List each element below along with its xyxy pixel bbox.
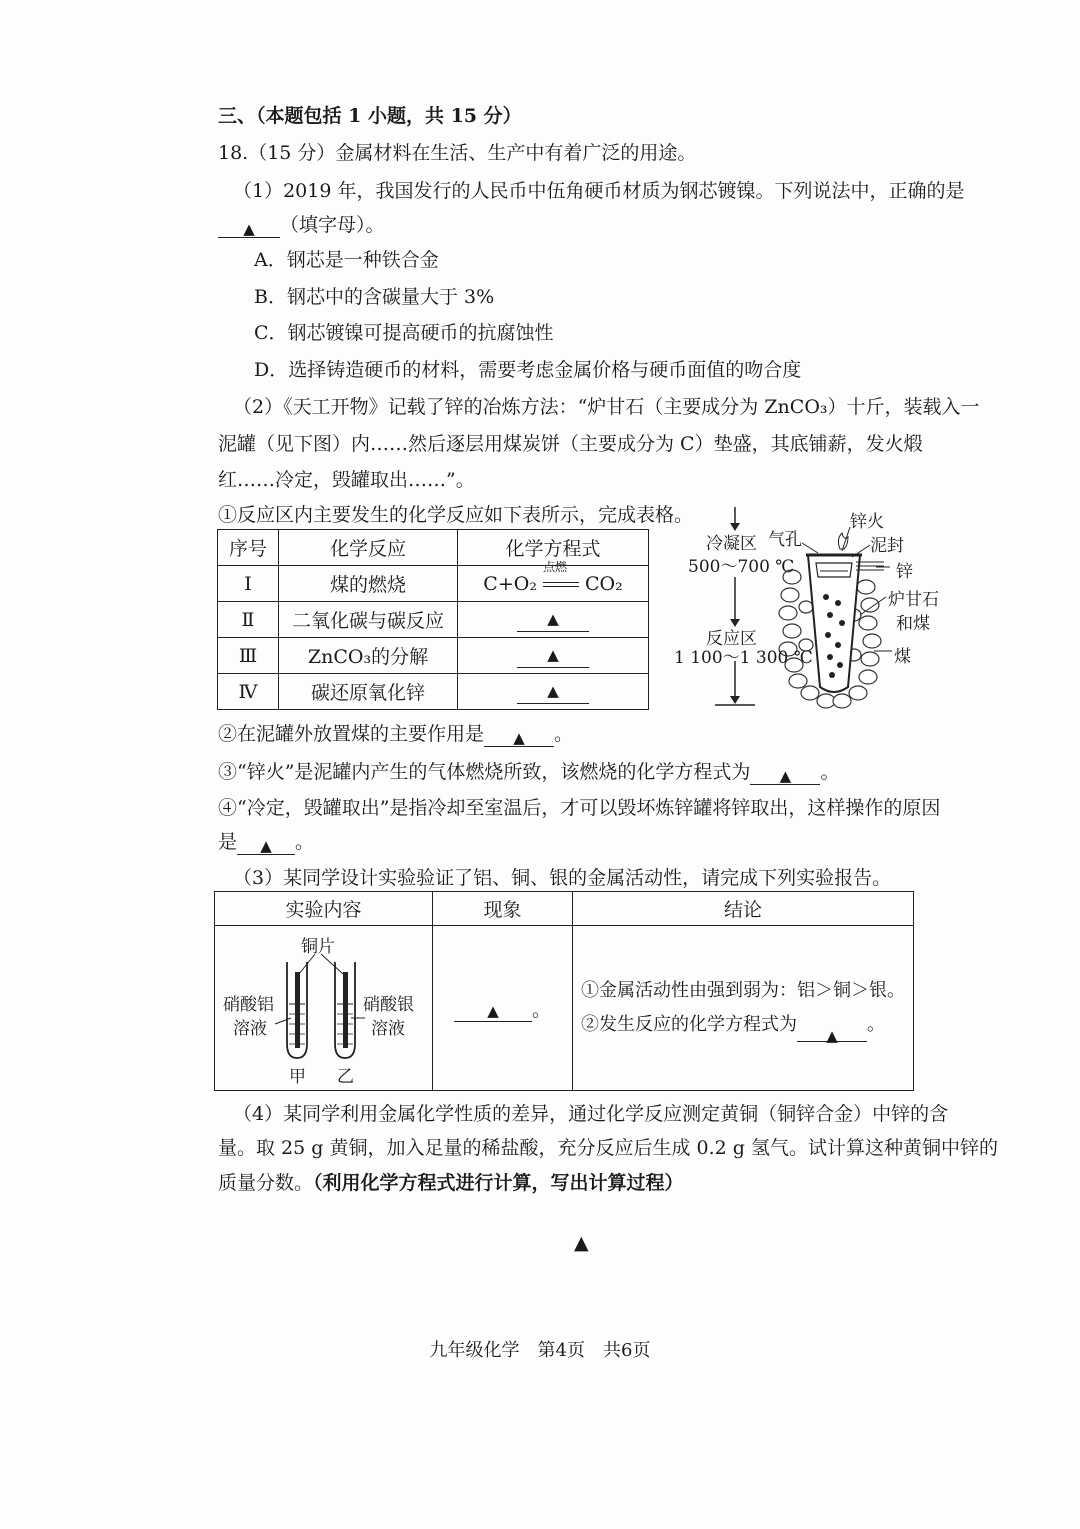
smelting-diagram — [670, 505, 960, 715]
answer-mark-part4[interactable]: ▲ — [574, 1232, 589, 1254]
part3-stem: （3）某同学设计实验验证了铝、铜、银的金属活动性，请完成下列实验报告。 — [233, 867, 892, 889]
answer-blank[interactable]: ▲ — [454, 999, 532, 1022]
label-seal: 泥封 — [870, 536, 904, 556]
th-reaction: 化学反应 — [279, 530, 458, 566]
answer-blank[interactable]: ▲ — [484, 724, 554, 747]
part2-intro-2: 泥罐（见下图）内……然后逐层用煤炭饼（主要成分为 C）垫盛，其底铺薪，发火煅 — [218, 433, 923, 455]
label-al-1: 硝酸铝 — [223, 995, 274, 1015]
phenomenon-cell: ▲ 。 — [433, 926, 573, 1091]
conclusion-2: ②发生反应的化学方程式为▲。 — [581, 1014, 885, 1045]
answer-blank: ▲ — [517, 643, 589, 668]
answer-blank: ▲ — [517, 607, 589, 632]
part2-intro-1: （2）《天工开物》记载了锌的冶炼方法：“炉甘石（主要成分为 ZnCO₃）十斤，装载入一 — [233, 396, 980, 418]
answer-blank[interactable]: ▲ — [750, 762, 820, 785]
zone2-temp: 1 100～1 300 ℃ — [674, 648, 813, 668]
label-jia: 甲 — [289, 1067, 306, 1087]
table-row: Ⅱ 二氧化碳与碳反应 ▲ — [218, 602, 649, 638]
option-c: C．钢芯镀镍可提高硬币的抗腐蚀性 — [254, 322, 554, 344]
conclusion-1: ①金属活动性由强到弱为：铝＞铜＞银。 — [581, 980, 905, 1001]
label-coal: 煤 — [894, 647, 911, 667]
zone1-name: 冷凝区 — [706, 534, 757, 554]
label-yi: 乙 — [337, 1067, 354, 1087]
zone2-name: 反应区 — [706, 629, 757, 649]
label-ag-2: 溶液 — [371, 1019, 405, 1039]
question-18-header: 18.（15 分）金属材料在生活、生产中有着广泛的用途。 — [218, 142, 697, 164]
th-content: 实验内容 — [215, 892, 433, 926]
part1-stem: （1）2019 年，我国发行的人民币中伍角硬币材质为钢芯镀镍。下列说法中，正确的是 — [233, 180, 965, 202]
part2-sub2: ②在泥罐外放置煤的主要作用是 ▲ 。 — [218, 723, 574, 747]
table-row: Ⅲ ZnCO₃的分解 ▲ — [218, 638, 649, 674]
experiment-table — [214, 891, 914, 1091]
th-no: 序号 — [218, 530, 279, 566]
answer-blank: ▲ — [517, 679, 589, 704]
table-row: Ⅰ 煤的燃烧 C+O₂ 点燃 CO₂ — [218, 566, 649, 602]
part4-line1: （4）某同学利用金属化学性质的差异，通过化学反应测定黄铜（铜锌合金）中锌的含 — [233, 1103, 949, 1125]
part2-sub3: ③“锌火”是泥罐内产生的气体燃烧所致，该燃烧的化学方程式为 ▲ 。 — [218, 761, 840, 785]
th-conclusion: 结论 — [573, 892, 914, 926]
th-phenomenon: 现象 — [433, 892, 573, 926]
section-title: 三、（本题包括 1 小题，共 15 分） — [218, 105, 522, 127]
part1-answer-line: ▲ （填字母）。 — [218, 212, 385, 238]
answer-blank[interactable]: ▲ — [237, 832, 295, 855]
label-ag-1: 硝酸银 — [363, 995, 414, 1015]
part2-sub4-2: 是 ▲ 。 — [218, 831, 315, 855]
answer-blank[interactable]: ▲ — [218, 215, 280, 238]
option-b: B．钢芯中的含碳量大于 3% — [254, 286, 495, 308]
zone1-temp: 500～700 ℃ — [688, 557, 795, 577]
equation-1: C+O₂ 点燃 CO₂ — [458, 566, 649, 602]
option-d: D．选择铸造硬币的材料，需要考虑金属价格与硬币面值的吻合度 — [254, 359, 802, 381]
label-copper: 铜片 — [301, 937, 335, 957]
reaction-table — [217, 529, 649, 710]
label-zinc: 锌 — [896, 562, 913, 582]
part2-intro-3: 红……冷定，毁罐取出……”。 — [218, 469, 475, 491]
part4-line3: 质量分数。（利用化学方程式进行计算，写出计算过程） — [218, 1172, 684, 1194]
part2-sub1: ①反应区内主要发生的化学反应如下表所示，完成表格。 — [218, 504, 694, 526]
part2-sub4-1: ④“冷定，毁罐取出”是指冷却至室温后，才可以毁坏炼锌罐将锌取出，这样操作的原因 — [218, 797, 941, 819]
label-al-2: 溶液 — [233, 1019, 267, 1039]
label-ore-2: 和煤 — [896, 614, 930, 634]
conclusion-cell — [573, 926, 914, 1091]
table-row: Ⅳ 碳还原氧化锌 ▲ — [218, 674, 649, 710]
label-ore-1: 炉甘石 — [888, 590, 939, 610]
page-footer: 九年级化学 第4页 共6页 — [429, 1340, 651, 1361]
part4-line2: 量。取 25 g 黄铜，加入足量的稀盐酸，充分反应后生成 0.2 g 氢气。试计算这种黄铜中锌的 — [218, 1137, 998, 1159]
label-hole: 气孔 — [768, 530, 802, 550]
experiment-diagram-cell — [215, 926, 433, 1091]
option-a: A．钢芯是一种铁合金 — [254, 249, 439, 271]
th-equation: 化学方程式 — [458, 530, 649, 566]
answer-blank[interactable]: ▲ — [797, 1019, 867, 1042]
label-fire: 锌火 — [850, 512, 884, 532]
